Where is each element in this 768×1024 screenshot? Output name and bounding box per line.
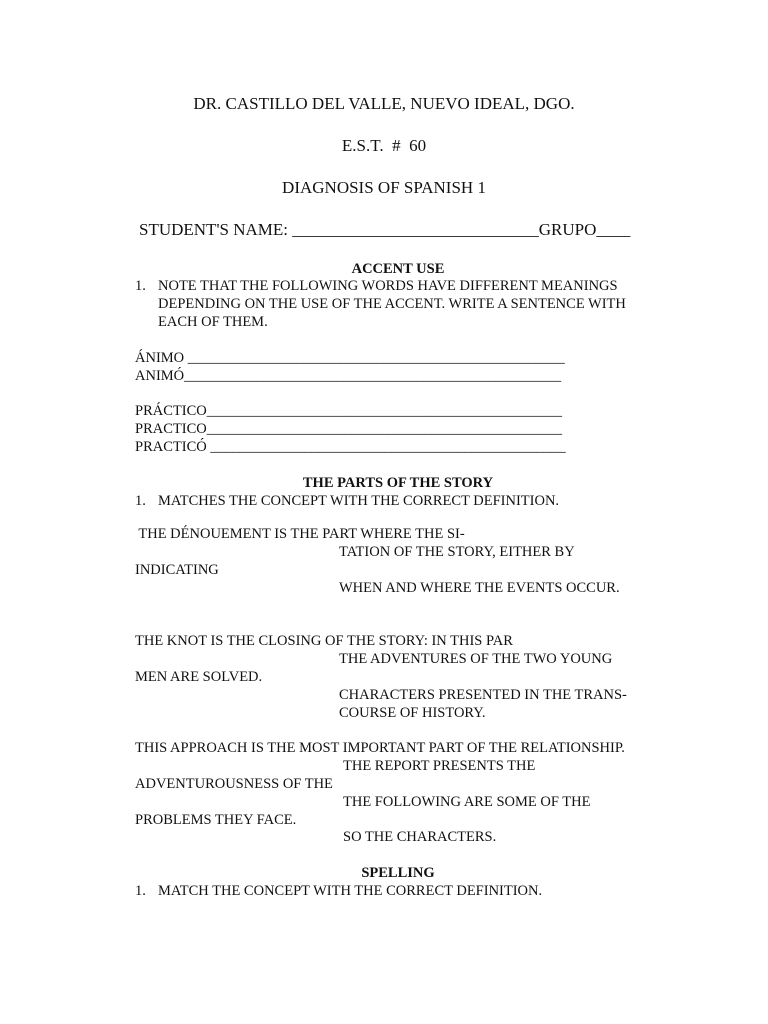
- story-text-line: THE ADVENTURES OF THE TWO YOUNG: [339, 651, 613, 667]
- student-name-line: STUDENT'S NAME: _____________________________GRUPO____: [139, 220, 631, 239]
- story-text-line: SO THE CHARACTERS.: [343, 829, 497, 845]
- accent-heading: ACCENT USE: [351, 261, 445, 277]
- spelling-instruction: MATCH THE CONCEPT WITH THE CORRECT DEFINITION.: [158, 883, 543, 899]
- story-text-line: ADVENTUROUSNESS OF THE: [135, 776, 333, 792]
- word-line-practico: PRACTICO_________________________________________________: [135, 421, 562, 437]
- spelling-heading: SPELLING: [361, 865, 435, 881]
- story-text-line: THE REPORT PRESENTS THE: [343, 758, 536, 774]
- story-text-line: THE FOLLOWING ARE SOME OF THE: [343, 794, 591, 810]
- word-line-animo: ÁNIMO ____________________________________________________: [135, 350, 565, 366]
- word-line-practico-past: PRACTICÓ _________________________________________________: [135, 439, 566, 455]
- story-text-line: MEN ARE SOLVED.: [135, 669, 263, 685]
- spelling-item-number: 1.: [135, 883, 146, 899]
- story-instruction: MATCHES THE CONCEPT WITH THE CORRECT DEFINITION.: [158, 493, 560, 509]
- accent-item-number: 1.: [135, 278, 146, 294]
- story-heading: THE PARTS OF THE STORY: [302, 475, 494, 491]
- story-text-line: THE DÉNOUEMENT IS THE PART WHERE THE SI-: [135, 526, 465, 542]
- exam-title: DIAGNOSIS OF SPANISH 1: [282, 178, 486, 197]
- story-text-line: WHEN AND WHERE THE EVENTS OCCUR.: [339, 580, 620, 596]
- story-item-number: 1.: [135, 493, 146, 509]
- story-text-line: COURSE OF HISTORY.: [339, 705, 486, 721]
- accent-instruction-line-2: DEPENDING ON THE USE OF THE ACCENT. WRITE A SENTENCE WITH: [158, 296, 626, 312]
- school-name: DR. CASTILLO DEL VALLE, NUEVO IDEAL, DGO.: [193, 94, 575, 113]
- story-text-line: INDICATING: [135, 562, 219, 578]
- accent-instruction-line-1: NOTE THAT THE FOLLOWING WORDS HAVE DIFFERENT MEANINGS: [158, 278, 618, 294]
- accent-instruction-line-3: EACH OF THEM.: [158, 314, 268, 330]
- school-number: E.S.T. # 60: [341, 136, 427, 155]
- story-text-line: TATION OF THE STORY, EITHER BY: [339, 544, 575, 560]
- story-text-line: THIS APPROACH IS THE MOST IMPORTANT PART OF THE RELATIONSHIP.: [135, 740, 625, 756]
- word-line-animo-accented: ANIMÓ____________________________________________________: [135, 368, 562, 384]
- story-text-line: PROBLEMS THEY FACE.: [135, 812, 297, 828]
- word-line-practico-accented: PRÁCTICO_________________________________________________: [135, 403, 562, 419]
- story-text-line: THE KNOT IS THE CLOSING OF THE STORY: IN THIS PAR: [135, 633, 513, 649]
- story-text-line: CHARACTERS PRESENTED IN THE TRANS-: [339, 687, 627, 703]
